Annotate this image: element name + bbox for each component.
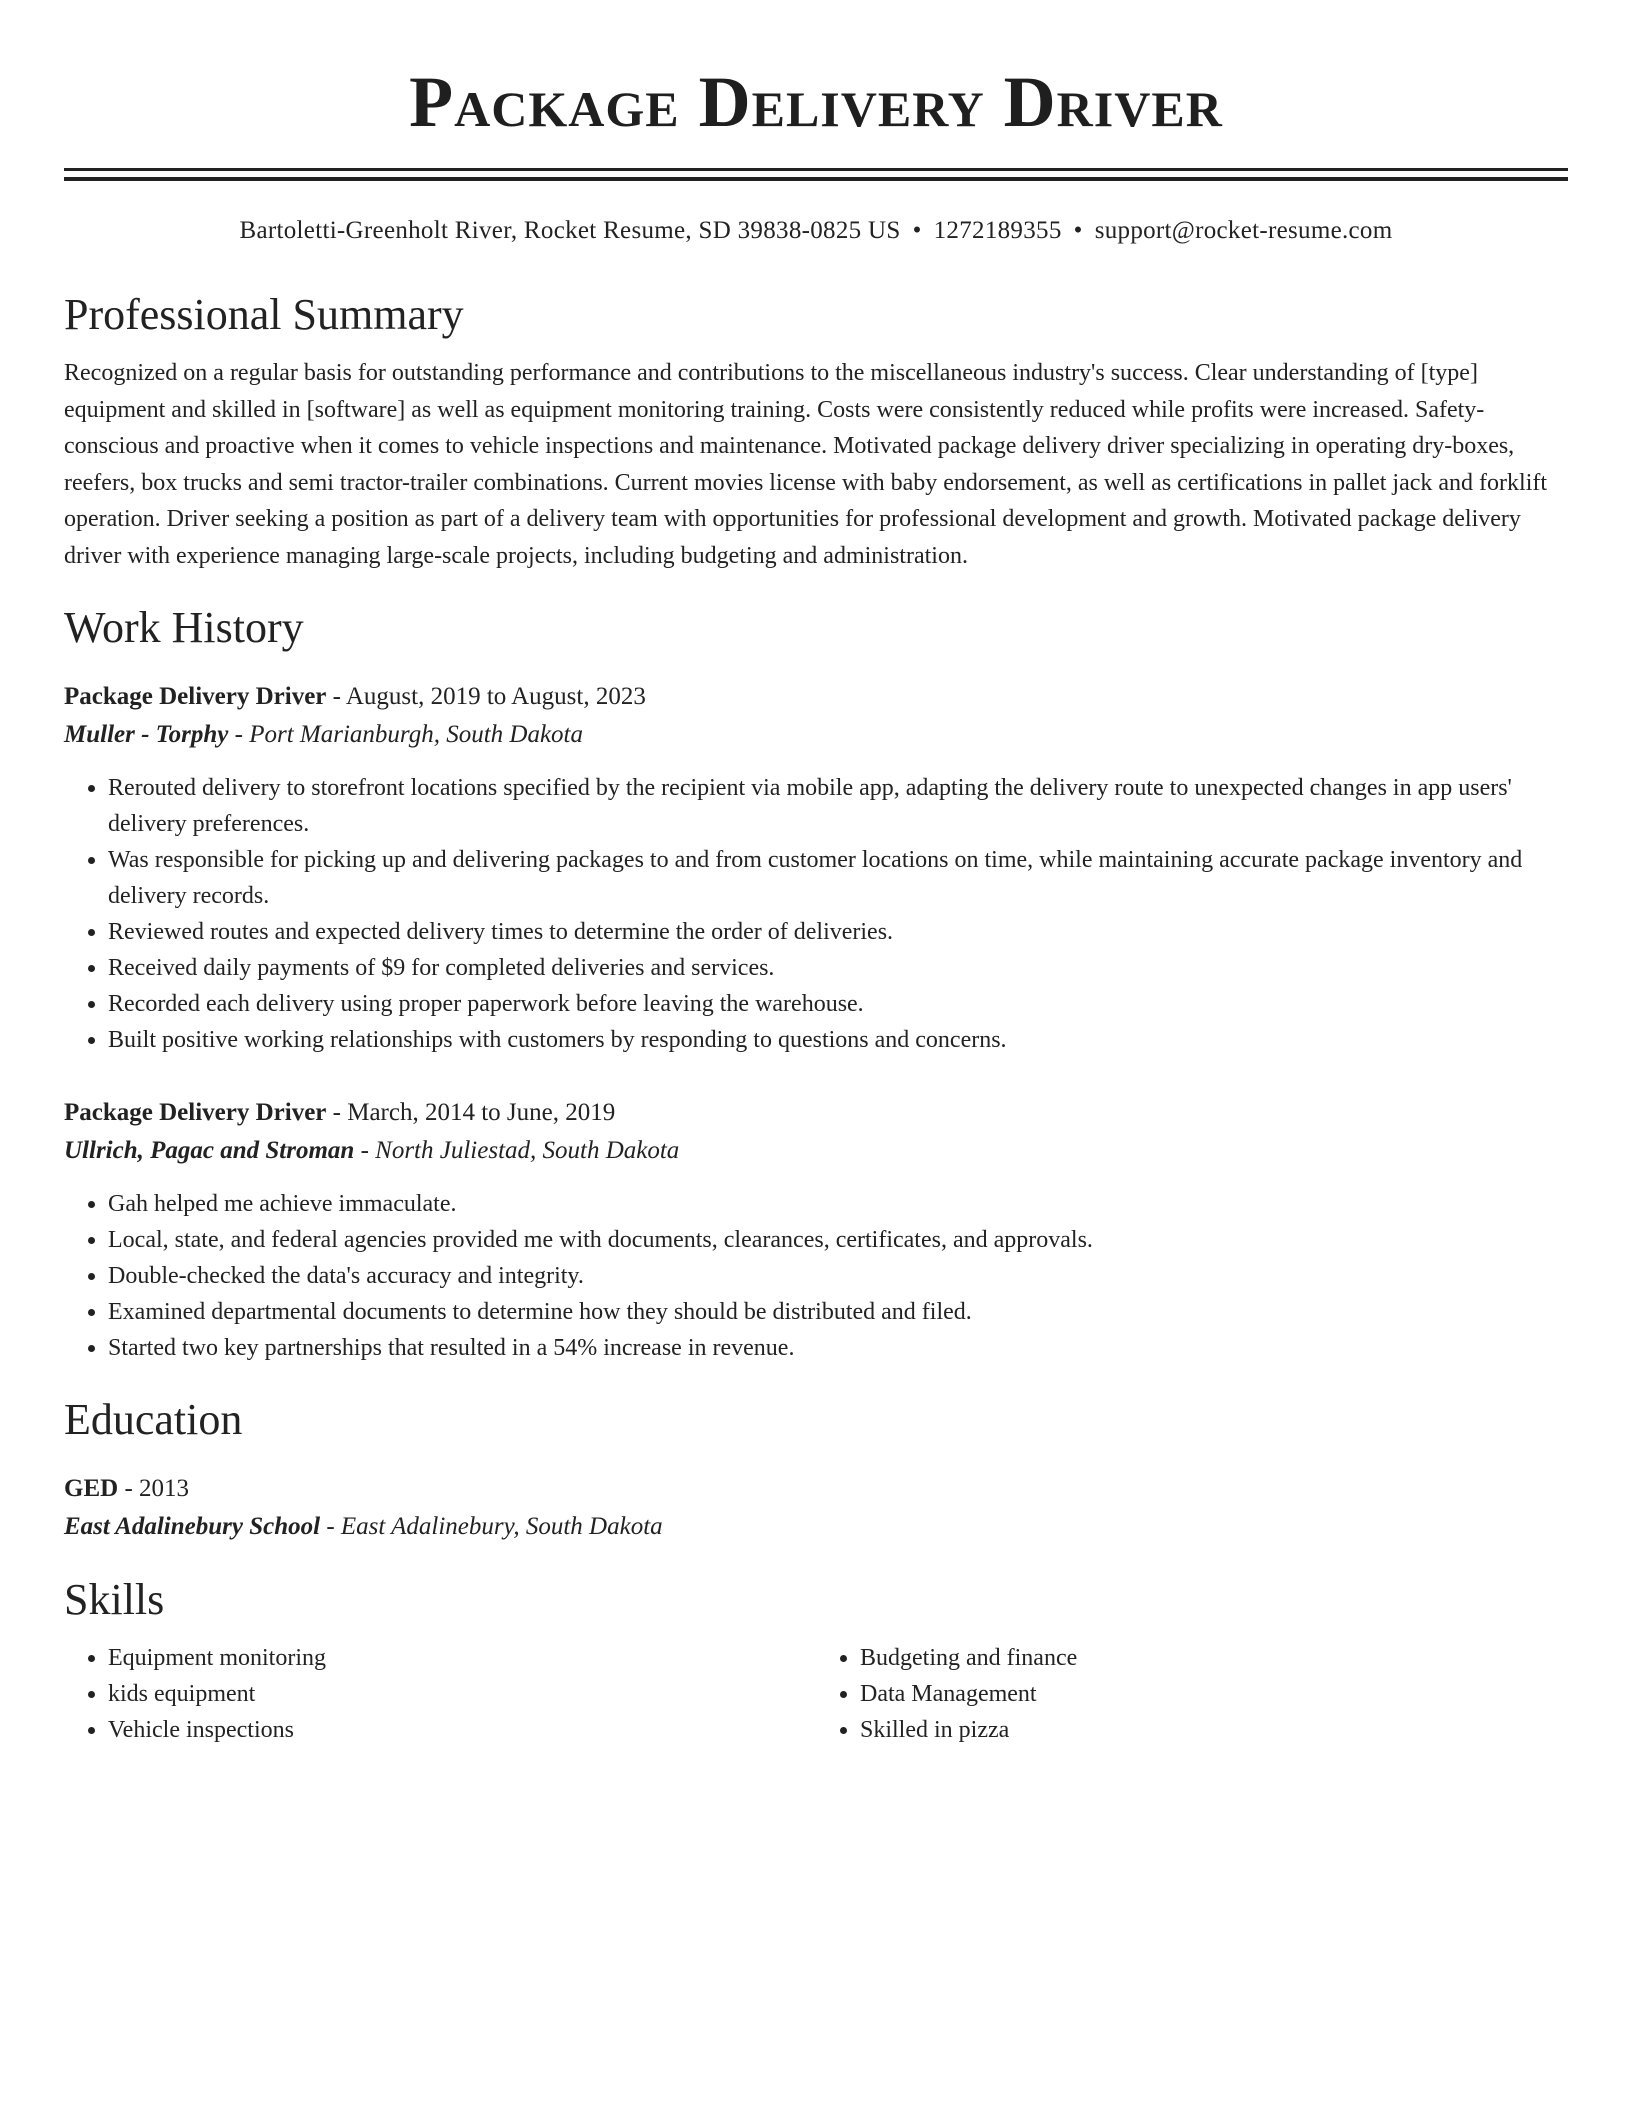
job-entry <box>64 1094 1568 1366</box>
job-dates: - March, 2014 to June, 2019 <box>326 1099 616 1126</box>
job-role: Package Delivery Driver <box>64 683 327 710</box>
title-rule-thick <box>64 177 1568 181</box>
list-item: • Started two key partnerships that resulted in a 54% increase in revenue. <box>108 1330 1568 1366</box>
education-heading: Education <box>64 1395 243 1444</box>
job-company-line <box>64 1132 1568 1170</box>
work-history-heading: Work History <box>64 603 304 652</box>
skills-list-right <box>816 1640 1568 1748</box>
list-item: • Was responsible for picking up and delivering packages to and from customer locations on time, while maintaining accurate package inventory and delivery records. <box>108 842 1568 914</box>
job-company-line <box>64 716 1568 754</box>
job-location: - Port Marianburgh, South Dakota <box>228 721 584 748</box>
skill-item: • Equipment monitoring <box>108 1640 816 1676</box>
skills-list-left <box>64 1640 816 1748</box>
education-school: East Adalinebury School <box>64 1513 321 1540</box>
list-item: • Examined departmental documents to determine how they should be distributed and filed. <box>108 1294 1568 1330</box>
contact-email: support@rocket-resume.com <box>1094 217 1393 244</box>
resume-page <box>64 0 1568 1748</box>
list-item: • Rerouted delivery to storefront locations specified by the recipient via mobile app, adapting the delivery route to unexpected changes in app users' delivery preferences. <box>108 770 1568 842</box>
contact-phone: 1272189355 <box>933 217 1062 244</box>
education-entry <box>64 1470 1568 1546</box>
skills-heading: Skills <box>64 1575 165 1624</box>
contact-line <box>64 215 1568 247</box>
education-degree-line <box>64 1470 1568 1508</box>
contact-separator: • <box>1073 217 1083 244</box>
summary-heading: Professional Summary <box>64 290 464 339</box>
title-rule-thin <box>64 168 1568 171</box>
education-year: - 2013 <box>118 1475 190 1502</box>
contact-separator: • <box>912 217 922 244</box>
skill-item: • kids equipment <box>108 1676 816 1712</box>
education-school-line <box>64 1508 1568 1546</box>
list-item: • Double-checked the data's accuracy and integrity. <box>108 1258 1568 1294</box>
job-bullet-list <box>64 1186 1568 1366</box>
job-company: Ullrich, Pagac and Stroman <box>64 1137 355 1164</box>
contact-address: Bartoletti-Greenholt River, Rocket Resume, SD 39838-0825 US <box>239 217 901 244</box>
list-item: • Gah helped me achieve immaculate. <box>108 1186 1568 1222</box>
list-item: • Received daily payments of $9 for completed deliveries and services. <box>108 950 1568 986</box>
job-role: Package Delivery Driver <box>64 1099 327 1126</box>
job-company: Muller - Torphy <box>64 721 229 748</box>
job-title-line <box>64 678 1568 716</box>
education-degree: GED <box>64 1475 119 1502</box>
list-item: • Reviewed routes and expected delivery times to determine the order of deliveries. <box>108 914 1568 950</box>
skill-item: • Data Management <box>860 1676 1568 1712</box>
education-location: - East Adalinebury, South Dakota <box>320 1513 663 1540</box>
skill-item: • Skilled in pizza <box>860 1712 1568 1748</box>
job-location: - North Juliestad, South Dakota <box>354 1137 680 1164</box>
resume-title: Package Delivery Driver <box>409 62 1223 142</box>
job-title-line <box>64 1094 1568 1132</box>
job-bullet-list <box>64 770 1568 1058</box>
list-item: • Local, state, and federal agencies provided me with documents, clearances, certificates, and approvals. <box>108 1222 1568 1258</box>
summary-text: Recognized on a regular basis for outstanding performance and contributions to the miscellaneous industry's success. Clear understanding of [type] equipment and skilled in [software] as well as equipment monitoring training. Costs were consistently reduced while profits were increased. Safety-conscious and proactive when it comes to vehicle inspections and maintenance. Motivated package delivery driver specializing in operating dry-boxes, reefers, box trucks and semi tractor-trailer combinations. Current movies license with baby endorsement, as well as certifications in pallet jack and forklift operation. Driver seeking a position as part of a delivery team with opportunities for professional development and growth. Motivated package delivery driver with experience managing large-scale projects, including budgeting and administration. <box>64 360 1548 569</box>
list-item: • Built positive working relationships with customers by responding to questions and concerns. <box>108 1022 1568 1058</box>
skill-item: • Budgeting and finance <box>860 1640 1568 1676</box>
list-item: • Recorded each delivery using proper paperwork before leaving the warehouse. <box>108 986 1568 1022</box>
job-entry <box>64 678 1568 1058</box>
skills-grid <box>64 1640 1568 1748</box>
skill-item: • Vehicle inspections <box>108 1712 816 1748</box>
job-dates: - August, 2019 to August, 2023 <box>326 683 646 710</box>
